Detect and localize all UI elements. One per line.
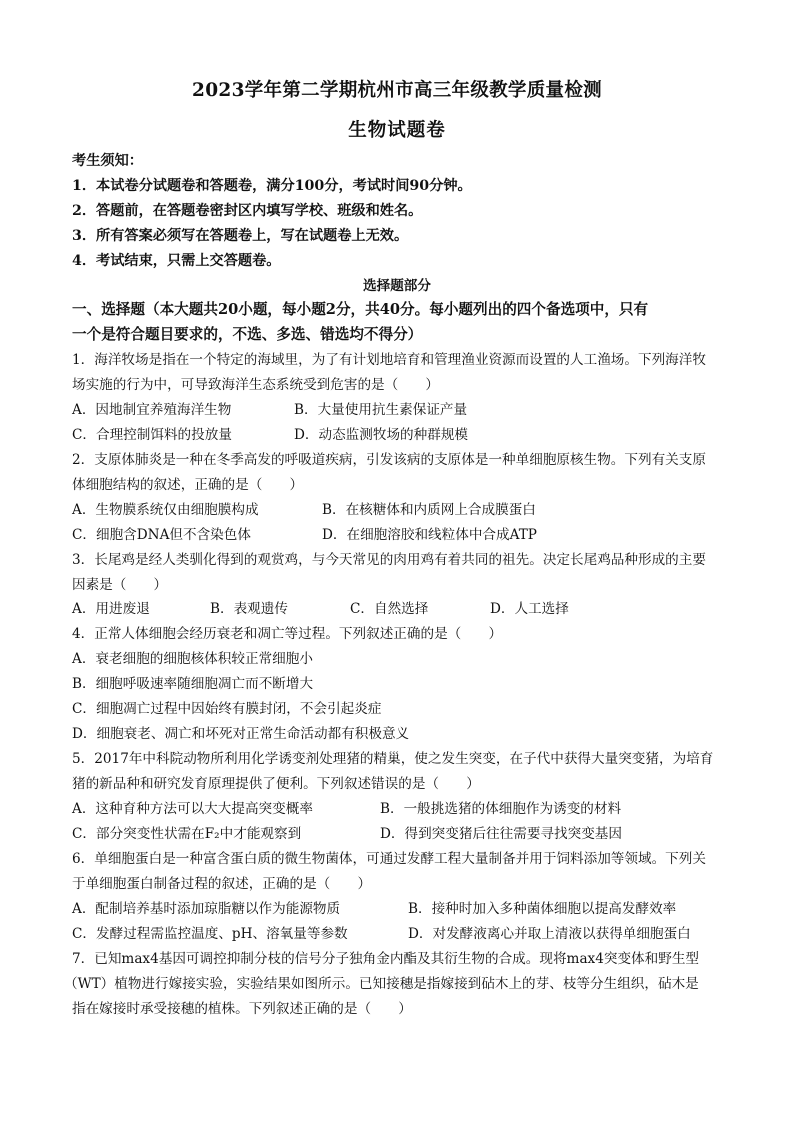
q4-option-b: B．细胞呼吸速率随细胞凋亡而不断增大 [72, 676, 314, 692]
q7-stem-line1: 7．已知max4基因可调控抑制分枝的信号分子独角金内酯及其衍生物的合成。现将max4突变体和野生型 [72, 951, 700, 967]
q6-stem-line1: 6．单细胞蛋白是一种富含蛋白质的微生物菌体，可通过发酵工程大量制备并用于饲料添加等领域。下列关 [72, 851, 706, 867]
q4-option-a: A．衰老细胞的细胞核体积较正常细胞小 [72, 651, 313, 667]
q5-stem-line1: 5．2017年中科院动物所利用化学诱变剂处理猪的精巢，使之发生突变，在子代中获得大量突变猪，为培育 [72, 751, 714, 767]
q5-option-c: C．部分突变性状需在F₂中才能观察到 [72, 826, 302, 842]
q2-option-a: A．生物膜系统仅由细胞膜构成 [72, 502, 259, 518]
q3-option-b: B．表观遗传 [210, 601, 288, 617]
notice-item-1: 1．本试卷分试题卷和答题卷，满分100分，考试时间90分钟。 [72, 178, 472, 194]
exam-subtitle: 生物试题卷 [348, 120, 446, 141]
q7-stem-line3: 指在嫁接时承受接穗的植株。下列叙述正确的是（ ） [72, 1001, 412, 1017]
section-heading-line2: 一个是符合题目要求的，不选、多选、错选均不得分） [72, 326, 423, 343]
q4-option-c: C．细胞凋亡过程中因始终有膜封闭，不会引起炎症 [72, 701, 382, 717]
section-label: 选择题部分 [363, 278, 431, 294]
q7-stem-line2: （WT）植物进行嫁接实验，实验结果如图所示。已知接穗是指嫁接到砧木上的芽、枝等分生组织，砧木是 [64, 976, 699, 992]
q2-option-d: D．在细胞溶胶和线粒体中合成ATP [322, 527, 537, 543]
notice-item-4: 4．考试结束，只需上交答题卷。 [72, 253, 281, 269]
q5-stem-line2: 猪的新品种和研究发育原理提供了便利。下列叙述错误的是（ ） [72, 776, 480, 792]
q4-stem-line1: 4．正常人体细胞会经历衰老和凋亡等过程。下列叙述正确的是（ ） [72, 626, 503, 642]
q1-stem-line1: 1．海洋牧场是指在一个特定的海域里，为了有计划地培育和管理渔业资源而设置的人工渔场。下列海洋牧 [72, 352, 706, 368]
q6-option-b: B．接种时加入多种菌体细胞以提高发酵效率 [408, 901, 677, 917]
q5-option-d: D．得到突变猪后往往需要寻找突变基因 [380, 826, 622, 842]
q1-option-b: B．大量使用抗生素保证产量 [294, 402, 468, 418]
q6-option-d: D．对发酵液离心并取上清液以获得单细胞蛋白 [408, 926, 691, 942]
q5-option-a: A．这种育种方法可以大大提高突变概率 [72, 801, 313, 817]
q1-option-a: A．因地制宜养殖海洋生物 [72, 402, 232, 418]
q6-stem-line2: 于单细胞蛋白制备过程的叙述，正确的是（ ） [72, 876, 372, 892]
q2-option-c: C．细胞含DNA但不含染色体 [72, 527, 251, 543]
q1-option-d: D．动态监测牧场的种群规模 [294, 427, 469, 443]
q2-stem-line1: 2．支原体肺炎是一种在冬季高发的呼吸道疾病，引发该病的支原体是一种单细胞原核生物。下列有关支原 [72, 452, 706, 468]
q2-stem-line2: 体细胞结构的叙述，正确的是（ ） [72, 477, 304, 493]
q3-option-a: A．用进废退 [72, 601, 150, 617]
exam-title: 2023学年第二学期杭州市高三年级教学质量检测 [192, 80, 602, 101]
q3-stem-line1: 3．长尾鸡是经人类驯化得到的观赏鸡，与今天常见的肉用鸡有着共同的祖先。决定长尾鸡品种形成的主要 [72, 552, 706, 568]
q1-stem-line2: 场实施的行为中，可导致海洋生态系统受到危害的是（ ） [72, 377, 440, 393]
notice-heading: 考生须知： [72, 153, 143, 169]
q6-option-a: A．配制培养基时添加琼脂糖以作为能源物质 [72, 901, 341, 917]
notice-item-2: 2．答题前，在答题卷密封区内填写学校、班级和姓名。 [72, 203, 423, 219]
section-heading-line1: 一、选择题（本大题共20小题，每小题2分，共40分。每小题列出的四个备选项中，只有 [72, 301, 649, 318]
q4-option-d: D．细胞衰老、凋亡和坏死对正常生命活动都有积极意义 [72, 726, 410, 742]
q3-option-d: D．人工选择 [490, 601, 569, 617]
notice-item-3: 3．所有答案必须写在答题卷上，写在试题卷上无效。 [72, 228, 409, 244]
q2-option-b: B．在核糖体和内质网上合成膜蛋白 [322, 502, 536, 518]
q3-stem-line2: 因素是（ ） [72, 577, 168, 593]
q1-option-c: C．合理控制饵料的投放量 [72, 427, 232, 443]
q5-option-b: B．一般挑选猪的体细胞作为诱变的材料 [380, 801, 622, 817]
q6-option-c: C．发酵过程需监控温度、pH、溶氧量等参数 [72, 926, 348, 942]
q3-option-c: C．自然选择 [350, 601, 429, 617]
